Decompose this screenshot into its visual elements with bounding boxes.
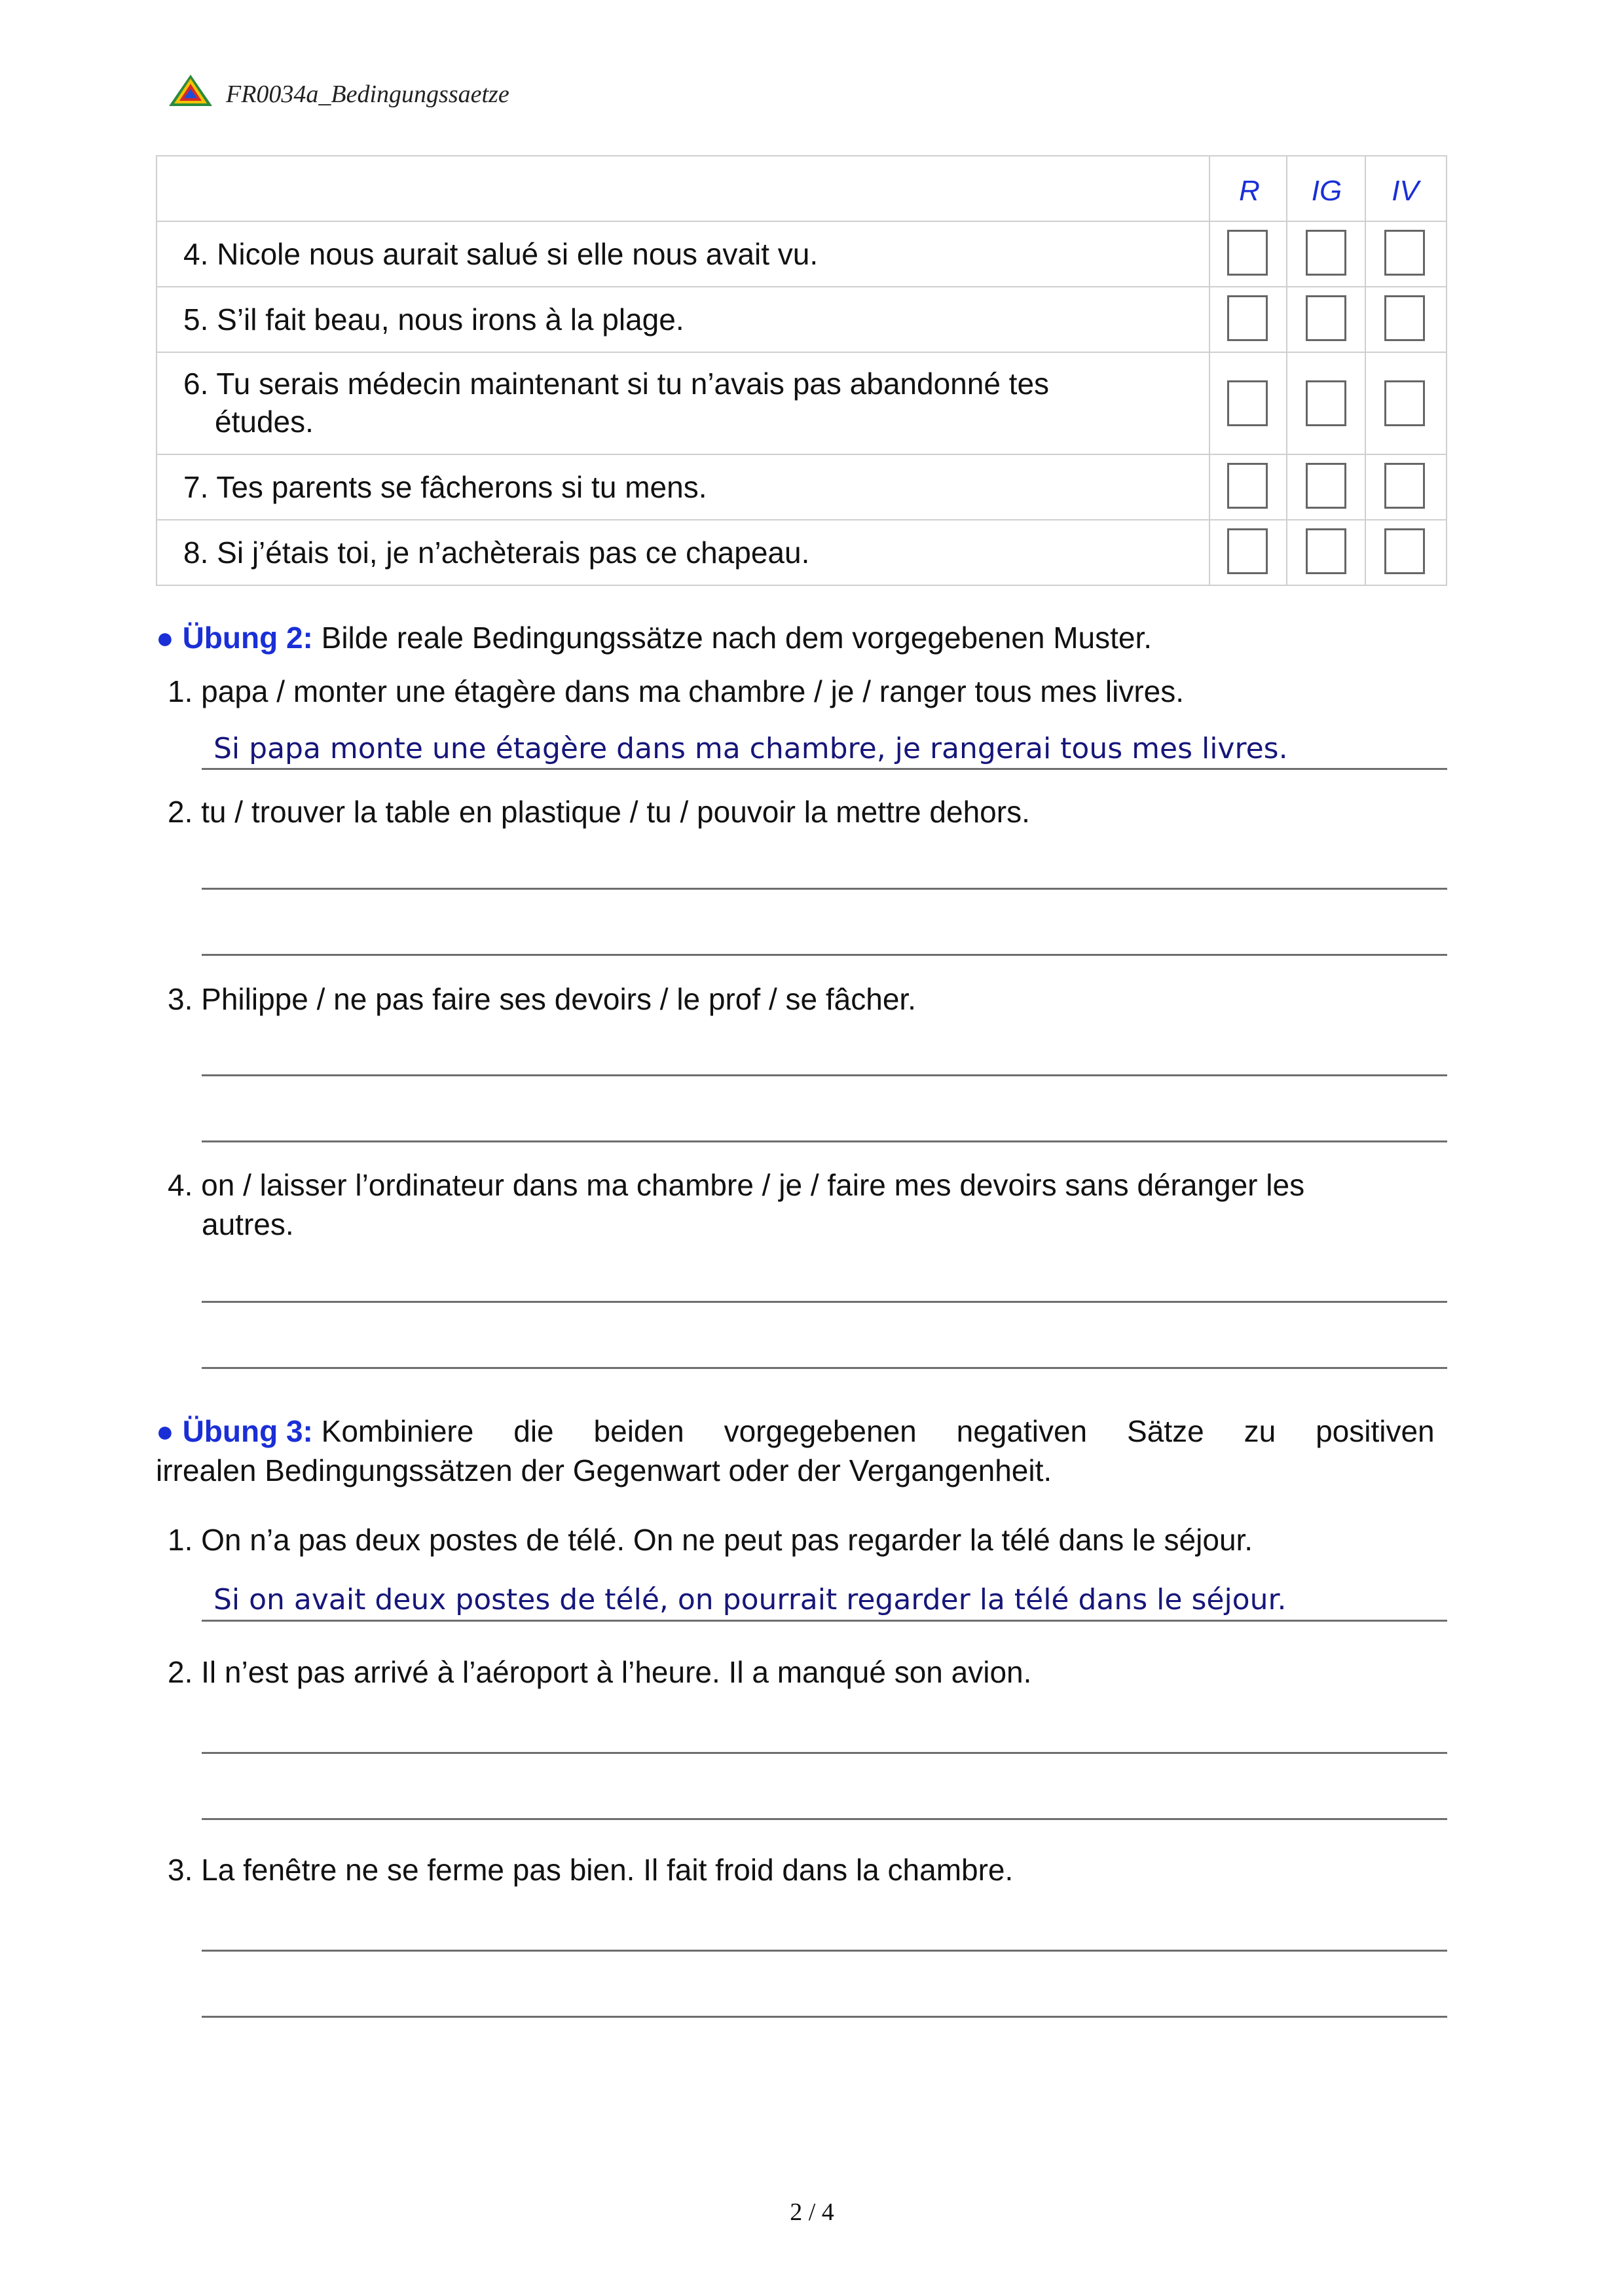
table-row xyxy=(157,221,1446,286)
list-item xyxy=(168,1652,1031,1692)
answer-line[interactable] xyxy=(202,1140,1447,1142)
item-number: 2. xyxy=(168,1655,193,1689)
row-number: 5. xyxy=(183,302,209,337)
exercise-instruction: Kombiniere die beiden vorgegebenen negativen Sätze zu positiven xyxy=(321,1414,1435,1448)
item-number: 3. xyxy=(168,982,193,1016)
column-header-ig: IG xyxy=(1311,175,1342,207)
checkbox-iv[interactable] xyxy=(1384,230,1425,276)
checkbox-r[interactable] xyxy=(1227,230,1268,276)
row-number: 6. xyxy=(183,367,209,401)
row-text: Si j’étais toi, je n’achèterais pas ce chapeau. xyxy=(217,536,810,570)
list-item xyxy=(168,1165,1447,1205)
item-text: tu / trouver la table en plastique / tu / pouvoir la mettre dehors. xyxy=(201,795,1030,829)
answer-text: Si on avait deux postes de télé, on pourrait regarder la télé dans le séjour. xyxy=(213,1583,1287,1616)
row-number: 4. xyxy=(183,237,209,271)
checkbox-ig[interactable] xyxy=(1306,230,1346,276)
bullet: ● xyxy=(156,1414,174,1448)
bullet: ● xyxy=(156,621,174,655)
answer-line[interactable] xyxy=(202,1752,1447,1754)
table-row xyxy=(157,286,1446,352)
triangle-logo-icon xyxy=(168,73,213,107)
exercise-label: Übung 2: xyxy=(182,621,313,655)
column-header-r: R xyxy=(1239,175,1260,207)
list-item xyxy=(168,1520,1253,1559)
checkbox-iv[interactable] xyxy=(1384,380,1425,426)
answer-line[interactable] xyxy=(202,1950,1447,1952)
item-text: Philippe / ne pas faire ses devoirs / le prof / se fâcher. xyxy=(201,982,916,1016)
exercise-instruction: Bilde reale Bedingungssätze nach dem vorgegebenen Muster. xyxy=(321,621,1153,655)
row-text-continued: études. xyxy=(215,405,314,439)
answer-line[interactable] xyxy=(202,1074,1447,1076)
row-text: S’il fait beau, nous irons à la plage. xyxy=(217,302,684,337)
exercise-instruction-continued: irrealen Bedingungssätzen der Gegenwart oder der Vergangenheit. xyxy=(156,1453,1052,1487)
row-text: Tu serais médecin maintenant si tu n’avais pas abandonné tes xyxy=(216,367,1050,401)
row-text: Tes parents se fâcherons si tu mens. xyxy=(216,470,707,504)
answer-line[interactable] xyxy=(202,954,1447,956)
answer-line[interactable] xyxy=(202,1818,1447,1820)
checkbox-r[interactable] xyxy=(1227,380,1268,426)
row-number: 8. xyxy=(183,536,209,570)
item-text: papa / monter une étagère dans ma chambre / je / ranger tous mes livres. xyxy=(201,674,1185,708)
answer-line[interactable] xyxy=(202,2016,1447,2018)
answer-text: Si papa monte une étagère dans ma chambre, je rangerai tous mes livres. xyxy=(213,732,1288,765)
item-number: 2. xyxy=(168,795,193,829)
row-number: 7. xyxy=(183,470,209,504)
checkbox-iv[interactable] xyxy=(1384,528,1425,574)
item-text: on / laisser l’ordinateur dans ma chambre / je / faire mes devoirs sans déranger les xyxy=(201,1168,1305,1202)
checkbox-r[interactable] xyxy=(1227,295,1268,341)
checkbox-ig[interactable] xyxy=(1306,295,1346,341)
exercise-3-heading xyxy=(156,1412,1447,1451)
checkbox-iv[interactable] xyxy=(1384,295,1425,341)
exercise-2-heading xyxy=(156,618,1152,657)
answer-line[interactable] xyxy=(202,888,1447,890)
page-number: 2 / 4 xyxy=(790,2198,834,2226)
answer-line[interactable] xyxy=(202,768,1447,770)
answer-line[interactable] xyxy=(202,1301,1447,1303)
item-number: 1. xyxy=(168,674,193,708)
checkbox-ig[interactable] xyxy=(1306,528,1346,574)
table-row xyxy=(157,519,1446,585)
table-row xyxy=(157,352,1446,454)
checkbox-r[interactable] xyxy=(1227,528,1268,574)
classification-table xyxy=(156,155,1447,586)
row-text: Nicole nous aurait salué si elle nous avait vu. xyxy=(217,237,819,271)
answer-line[interactable] xyxy=(202,1367,1447,1369)
column-header-iv: IV xyxy=(1392,175,1419,207)
item-number: 4. xyxy=(168,1168,193,1202)
checkbox-ig[interactable] xyxy=(1306,380,1346,426)
exercise-label: Übung 3: xyxy=(182,1414,313,1448)
document-title: FR0034a_Bedingungssaetze xyxy=(226,81,509,108)
checkbox-r[interactable] xyxy=(1227,463,1268,509)
list-item xyxy=(168,672,1184,711)
answer-line[interactable] xyxy=(202,1620,1447,1622)
item-text: Il n’est pas arrivé à l’aéroport à l’heure. Il a manqué son avion. xyxy=(201,1655,1032,1689)
item-number: 1. xyxy=(168,1523,193,1557)
item-text: On n’a pas deux postes de télé. On ne peut pas regarder la télé dans le séjour. xyxy=(201,1523,1253,1557)
table-row xyxy=(157,454,1446,519)
item-text-continued: autres. xyxy=(202,1207,294,1241)
list-item xyxy=(168,792,1030,831)
item-number: 3. xyxy=(168,1853,193,1887)
checkbox-iv[interactable] xyxy=(1384,463,1425,509)
list-item xyxy=(168,1850,1013,1889)
list-item xyxy=(168,979,916,1019)
item-text: La fenêtre ne se ferme pas bien. Il fait froid dans la chambre. xyxy=(201,1853,1014,1887)
checkbox-ig[interactable] xyxy=(1306,463,1346,509)
